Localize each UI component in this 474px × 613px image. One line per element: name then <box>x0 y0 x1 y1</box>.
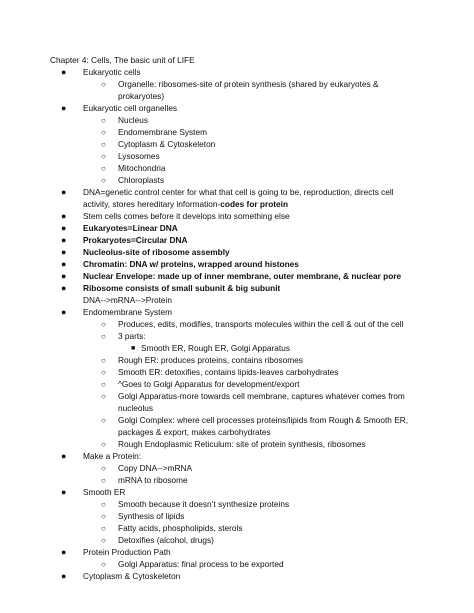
bullet-circle: ○ <box>101 476 106 485</box>
outline-text: activity, stores hereditary information- <box>83 199 221 209</box>
bullet-circle: ○ <box>101 524 106 533</box>
bullet-disc: ● <box>61 247 67 257</box>
bullet-circle: ○ <box>101 128 106 137</box>
bullet-disc: ● <box>61 259 67 269</box>
bullet-circle: ○ <box>101 392 106 401</box>
bullet-disc: ● <box>61 223 67 233</box>
outline-line: Lysosomes <box>118 151 160 161</box>
bullet-circle: ○ <box>101 536 106 545</box>
outline-line: packages & export, makes carbohydrates <box>118 427 271 437</box>
outline-line: Nucleolus-site of ribosome assembly <box>83 247 230 257</box>
bullet-disc: ● <box>61 307 67 317</box>
outline-line: Cytoplasm & Cytoskeleton <box>118 139 216 149</box>
bullet-circle: ○ <box>101 152 106 161</box>
bullet-circle: ○ <box>101 368 106 377</box>
outline-line: Smooth ER <box>83 487 126 497</box>
outline-line: Make a Protein: <box>83 451 142 461</box>
outline-line: Nuclear Envelope: made up of inner membrane, outer membrane, & nuclear pore <box>83 271 402 281</box>
bullet-disc: ● <box>61 187 67 197</box>
bullet-disc: ● <box>61 235 67 245</box>
outline-line: Stem cells comes before it develops into something else <box>83 211 290 221</box>
bullet-circle: ○ <box>101 464 106 473</box>
bullet-disc: ● <box>61 211 67 221</box>
outline-line: Endomembrane System <box>118 127 208 137</box>
bullet-circle: ○ <box>101 320 106 329</box>
bullet-disc: ● <box>61 271 67 281</box>
outline-line: Chromatin: DNA w/ proteins, wrapped around histones <box>83 259 299 269</box>
outline-line: Prokaryotes=Circular DNA <box>83 235 188 245</box>
outline-line: Eukaryotic cells <box>83 67 141 77</box>
outline-line: DNA-->mRNA-->Protein <box>83 295 172 305</box>
outline-line: Eukaryotic cell organelles <box>83 103 178 113</box>
bullet-square: ■ <box>131 345 136 352</box>
outline-line: Mitochondria <box>118 163 166 173</box>
outline-line: Golgi Apparatus: final process to be exported <box>118 559 284 569</box>
outline-line: Smooth ER, Rough ER, Golgi Apparatus <box>141 343 290 353</box>
outline-line: Rough ER: produces proteins, contains ribosomes <box>118 355 303 365</box>
outline-line: Eukaryotes=Linear DNA <box>83 223 178 233</box>
outline-line: Golgi Complex: where cell processes proteins/lipids from Rough & Smooth ER, <box>118 415 409 425</box>
outline-line: Rough Endoplasmic Reticulum: site of protein synthesis, ribosomes <box>118 439 366 449</box>
bullet-circle: ○ <box>101 440 106 449</box>
outline-line: Fatty acids, phospholipids, sterols <box>118 523 243 533</box>
outline-line: nucleolus <box>118 403 154 413</box>
bullet-circle: ○ <box>101 116 106 125</box>
outline-line: Organelle: ribosomes-site of protein synthesis (shared by eukaryotes & <box>118 79 379 89</box>
outline-line: Smooth because it doesn’t synthesize proteins <box>118 499 290 509</box>
bullet-circle: ○ <box>101 512 106 521</box>
bullet-circle: ○ <box>101 416 106 425</box>
outline-line: prokaryotes) <box>118 91 165 101</box>
bullet-circle: ○ <box>101 356 106 365</box>
bullet-disc: ● <box>61 571 67 581</box>
outline-line: Synthesis of lipids <box>118 511 185 521</box>
page-title: Chapter 4: Cells, The basic unit of LIFE <box>50 55 195 65</box>
bullet-circle: ○ <box>101 560 106 569</box>
bullet-circle: ○ <box>101 380 106 389</box>
bullet-disc: ● <box>61 67 67 77</box>
bullet-disc: ● <box>61 103 67 113</box>
outline-line: ^Goes to Golgi Apparatus for development/export <box>118 379 300 389</box>
bullet-circle: ○ <box>101 164 106 173</box>
bullet-disc: ● <box>61 487 67 497</box>
bullet-circle: ○ <box>101 176 106 185</box>
outline-line: Copy DNA-->mRNA <box>118 463 192 473</box>
outline-line <box>83 199 288 210</box>
outline-line: Smooth ER: detoxifies, contains lipids-leaves carbohydrates <box>118 367 339 377</box>
outline-line: 3 parts: <box>118 331 146 341</box>
outline-line: Protein Production Path <box>83 547 171 557</box>
bullet-circle: ○ <box>101 500 106 509</box>
outline-text-bold: codes for protein <box>220 199 289 209</box>
outline-line: mRNA to ribosome <box>118 475 188 485</box>
outline-line: Endomembrane System <box>83 307 173 317</box>
outline-line: Golgi Apparatus-more towards cell membrane, captures whatever comes from <box>118 391 405 401</box>
outline-line: Ribosome consists of small subunit & big subunit <box>83 283 281 293</box>
outline-line: DNA=genetic control center for what that cell is going to be, reproduction, directs cell <box>83 187 394 197</box>
bullet-circle: ○ <box>101 80 106 89</box>
bullet-circle: ○ <box>101 140 106 149</box>
bullet-disc: ● <box>61 451 67 461</box>
bullet-circle: ○ <box>101 332 106 341</box>
outline-line: Produces, edits, modifies, transports molecules within the cell & out of the cell <box>118 319 404 329</box>
outline-line: Nucleus <box>118 115 148 125</box>
outline-line: Cytoplasm & Cytoskeleton <box>83 571 181 581</box>
bullet-disc: ● <box>61 547 67 557</box>
outline-line: Chloroplasts <box>118 175 165 185</box>
bullet-disc: ● <box>61 283 67 293</box>
outline-line: Detoxifies (alcohol, drugs) <box>118 535 214 545</box>
